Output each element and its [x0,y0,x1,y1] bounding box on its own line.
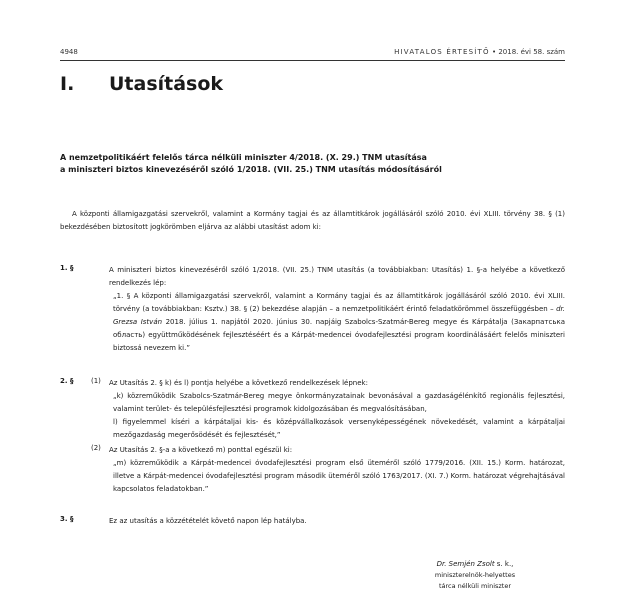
paragraph-3-text: Ez az utasítás a közzétételét követő napon lép hatályba. [109,517,307,525]
signatory-role-line-1: miniszterelnök-helyettes [434,571,516,579]
subsection-1-text: Az Utasítás 2. § k) és l) pontja helyébe a következő rendelkezések lépnek: [109,379,368,387]
intro-paragraph: A központi államigazgatási szervekről, valamint a Kormány tagjai és az államtitkárok jogállásáról szóló 2010. évi XLIII. törvény 38. § (1) bekezdésében biztosított jogkörömben eljárva az alábbi utasítást adom ki: [60,210,565,231]
issue-number: 2018. évi 58. szám [498,48,565,56]
subsection-1-quote-l: l) figyelemmel kíséri a kárpátaljai kis- és középvállalkozások versenyképességének növekedését, valamint a kárpátaljai mezőgazdaság megerősödését és fejlesztését,” [113,418,565,439]
page-number: 4948 [60,48,78,56]
paragraph-1-quote [109,290,565,355]
signature-block [400,559,550,592]
section-number: I. [60,73,75,95]
header-separator: • [491,48,497,56]
subsection-2 [109,444,565,496]
paragraph-1-number: 1. § [60,264,74,272]
section-title: Utasítások [109,73,224,95]
paragraph-1-text: A miniszteri biztos kinevezéséről szóló 1/2018. (VII. 25.) TNM utasítás (a továbbiakban: Utasítás) 1. §-a helyébe a következő rendelkezés lép: [109,266,565,287]
header-publication-info [394,48,565,56]
document-title [60,152,565,176]
subsection-2-quote-m: „m) közreműködik a Kárpát-medencei óvodafejlesztési program első üteméről szóló 1779/2016. (XII. 15.) Korm. határozat, illetve a Kárpát-medencei óvodafejlesztési program második üteméről szóló 1763/2017. (XI. 7.) Korm. határozat végrehajtásával kapcsolatos feladatokban.” [113,459,565,493]
subsection-1 [109,377,565,442]
paragraph-3-number: 3. § [60,515,74,523]
document-title-line-1: A nemzetpolitikáért felelős tárca nélküli miniszter 4/2018. (X. 29.) TNM utasítása [60,153,427,162]
paragraph-1 [109,264,565,355]
paragraph-1-quote-before: „1. § A központi államigazgatási szervekről, valamint a Kormány tagjai és az államtitkárok jogállásáról szóló 2010. évi XLIII. törvény (a továbbiakban: Ksztv.) 38. § (2) bekezdése alapján – a nemzetpolitikáért érintő feladatkörömmel összefüggésben – [113,292,565,313]
paragraph-1-quote-after: 2018. július 1. napjától 2020. június 30. napjáig Szabolcs-Szatmár-Bereg megye és Kárpátalja (Закарпатська область) együttműködésének fejlesztéséért és a Kárpát-medencei óvodafejlesztési program koordinálásáért felelős miniszteri biztossá nevezem ki.” [113,318,565,352]
subsection-1-number: (1) [91,377,101,385]
subsection-2-text: Az Utasítás 2. §-a a következő m) ponttal egészül ki: [109,446,293,454]
appointee-name: dr. Grezsa István [113,305,565,326]
page-header [60,48,565,60]
subsection-1-quote-k: „k) közreműködik Szabolcs-Szatmár-Bereg megye önkormányzatainak bevonásával a gazdaságélénkítő regionális fejlesztési, valamint terület- és településfejlesztési programok kidolgozásában és megvalósításában, [113,392,565,413]
signatory-suffix: s. k., [494,560,514,568]
subsection-2-number: (2) [91,444,101,452]
publication-name: HIVATALOS ÉRTESÍTŐ [394,48,490,56]
signatory-role-line-2: tárca nélküli miniszter [438,582,512,590]
document-title-line-2: a miniszteri biztos kinevezéséről szóló 1/2018. (VII. 25.) TNM utasítás módosításáról [60,165,442,174]
header-rule [60,60,565,61]
signatory-name: Dr. Semjén Zsolt [436,560,495,568]
paragraph-2-number: 2. § [60,377,74,385]
